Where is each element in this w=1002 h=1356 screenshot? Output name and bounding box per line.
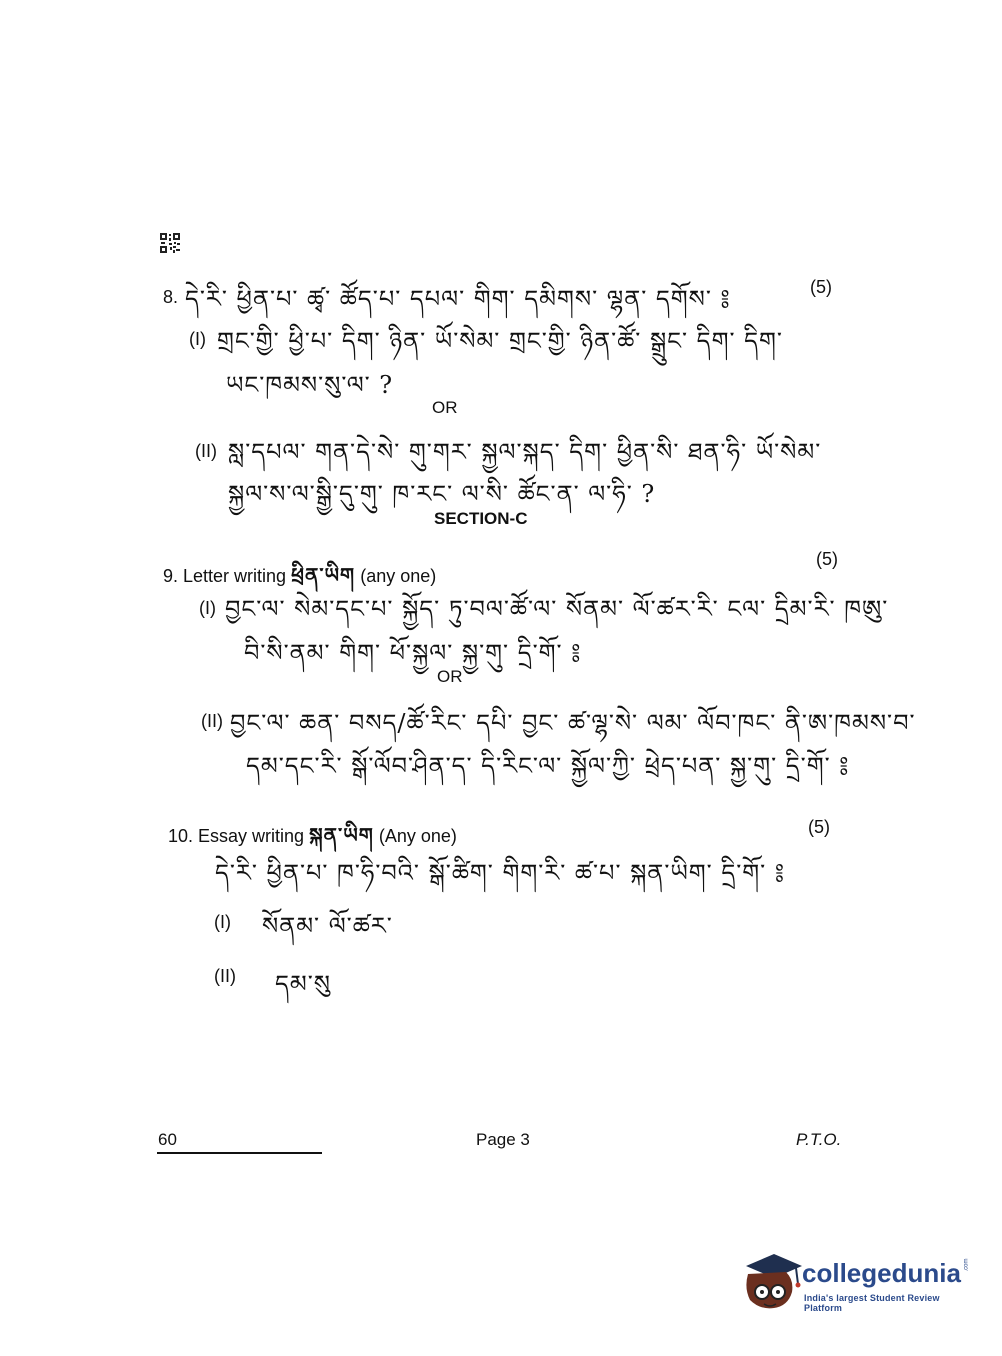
q10-option1-number: (I)	[214, 912, 231, 932]
q9-title: 9. Letter writing	[163, 566, 287, 586]
q8-option1-line2: ཡང་ཁམས་སུ་ལ་ ?	[226, 371, 394, 399]
q8-or: OR	[432, 398, 458, 417]
logo-tagline: India's largest Student Review Platform	[804, 1293, 940, 1313]
q9-title-row	[163, 553, 436, 585]
footer-code: 60	[158, 1130, 177, 1149]
q8-option1-number: (I)	[189, 329, 206, 349]
q9-option1-line2: བི་སི་ནམ་ གིག་ ཕོ་སྐྱལ་ སྐྱ་གུ་ དྲི་གོ་ ༔	[244, 639, 582, 667]
q8-option2-number: (II)	[195, 441, 217, 461]
q10-tibetan-title: སྐན་ཡིག	[309, 823, 374, 847]
q9-option2-line1: བྱང་ལ་ ཆན་ བསད/ཚོ་རིང་ དཔི་ བྱང་ ཚ་ལྷ་སེ་ ལམ་ ལོབ་ཁང་ ནི་ཨ་ཁམས་བ་	[230, 709, 916, 737]
q9-or: OR	[437, 667, 463, 686]
q9-tibetan-title: ཕྲིན་ཡིག	[291, 563, 356, 587]
q10-prompt: དེ་རི་ ཕྱིན་པ་ ཁ་ཧི་བའི་ སྒོ་ཚིག་ གིག་རི་ ཚ་པ་ སྐན་ཡིག་ དྲི་གོ་ ༔	[215, 859, 785, 887]
q10-note: (Any one)	[378, 826, 457, 846]
q10-option2-number: (II)	[214, 966, 236, 986]
footer-pto: P.T.O.	[796, 1130, 842, 1149]
logo-wordmark: collegedunia	[802, 1258, 961, 1288]
q9-option1-number: (I)	[199, 598, 216, 618]
q9-option2-line2: དམ་དང་རི་ སྒོ་ལོབ་ཤིན་ད་ དི་རིང་ལ་ སྐྱོལ་ཀྱི་ ཕྲེད་པན་ སྐྱ་གུ་ དྲི་གོ་ ༔	[246, 752, 850, 780]
collegedunia-logo	[740, 1248, 980, 1320]
q8-option2-line1: སླ་དཔལ་ གན་དེ་སེ་ གུ་གར་ སྐྱལ་སྐད་ དིག་ ཕྱིན་སི་ ཐན་ཧི་ ཡོ་སེམ་	[228, 438, 822, 466]
section-c-heading: SECTION-C	[434, 509, 528, 528]
q8-prompt: དེ་རི་ ཕྱིན་པ་ ཚྭ་ ཚོད་པ་ དཔལ་ གིག་ དམིགས་ ལྷན་ དགོས་ ༔	[185, 285, 731, 313]
qr-code-icon	[160, 233, 180, 253]
logo-dotcom: .com	[963, 1258, 970, 1272]
q10-option1-text: སོནམ་ ལོ་ཚར་	[262, 912, 393, 940]
q8-number: 8.	[163, 287, 179, 307]
footer-underline	[157, 1152, 322, 1154]
footer-page-number: Page 3	[476, 1130, 530, 1149]
q9-note: (any one)	[360, 566, 437, 586]
q10-option2-text: དམ་སུ	[275, 970, 331, 998]
q10-marks: (5)	[808, 817, 830, 837]
mascot-icon	[740, 1248, 802, 1316]
q8-marks: (5)	[810, 277, 832, 297]
q9-option2-number: (II)	[201, 711, 223, 731]
q8-option2-line2: སྐྱལ་ས་ལ་སྒྱི་དུ་གུ་ ཁ་རང་ ལ་སི་ ཚོང་ན་ ལ་ཧི་ ?	[228, 480, 656, 508]
q9-option1-line1: བྱང་ལ་ སེམ་དང་པ་ སྐྱོད་ ཏུ་བལ་ཚོ་ལ་ སོནམ་ ལོ་ཚར་རི་ ངལ་ དྲིམ་རི་ ཁཨུ་	[225, 595, 889, 623]
q10-title: 10. Essay writing	[168, 826, 305, 846]
q9-marks: (5)	[816, 549, 838, 569]
q10-title-row	[168, 813, 457, 845]
q8-option1-line1: གྲང་གྱི་ ཕྱི་པ་ དིག་ ཉིན་ ཡོ་སེམ་ གྲང་གྱི་ ཉིན་ཚོ་ སྒྲུང་ དིག་ དིག་	[217, 327, 783, 355]
